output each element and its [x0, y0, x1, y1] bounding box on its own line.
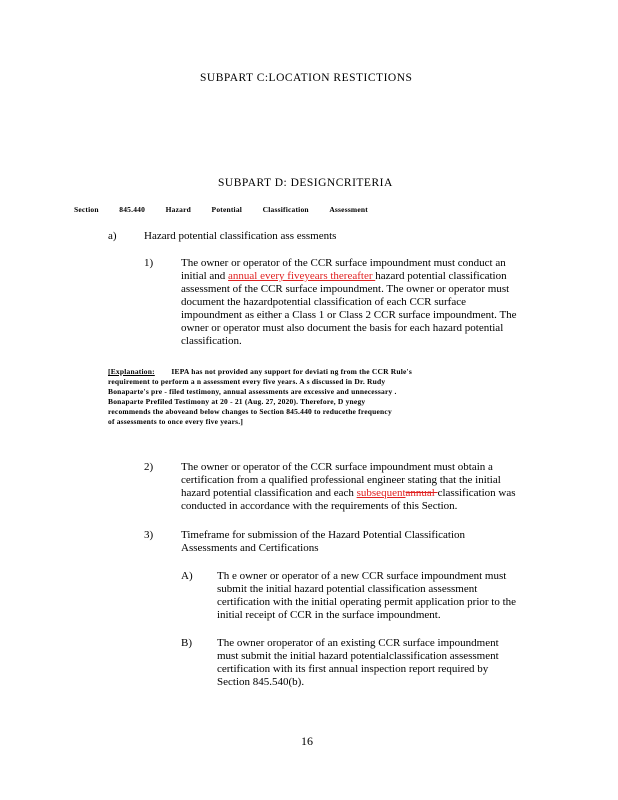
subpart-d-heading: SUBPART D: DESIGNCRITERIA	[218, 177, 393, 189]
explanation-line: Bonaparte Prefiled Testimony at 20 - 21 (Aug. 27, 2020). Therefore, D ynegy	[108, 397, 366, 406]
item-2-line: conducted in accordance with the requirements of this Section.	[181, 500, 458, 512]
inserted-text: annual every fiveyears thereafter	[228, 270, 376, 282]
explanation-line: recommends the aboveand below changes to Section 845.440 to reducethe frequency	[108, 407, 392, 416]
item-1-paragraph	[181, 257, 541, 348]
explanation-label: [Explanation:	[108, 367, 155, 376]
item-B-line: certification with its first annual inspection report required by	[217, 663, 489, 675]
item-1-line: assessment of the CCR surface impoundment. The owner or operator must	[181, 283, 510, 295]
item-3-paragraph	[181, 529, 533, 555]
text-run: hazard potential classification and each	[181, 487, 357, 499]
item-A-line: Th e owner or operator of a new CCR surface impoundment must	[217, 570, 507, 582]
item-A-line: initial receipt of CCR in the surface impoundment.	[217, 609, 441, 621]
section-header	[74, 205, 368, 215]
subpart-c-heading: SUBPART C:LOCATION RESTICTIONS	[200, 72, 413, 84]
item-2-line: The owner or operator of the CCR surface impoundment must obtain a	[181, 461, 493, 473]
section-word-hazard: Hazard	[165, 205, 191, 214]
deleted-text: annual	[405, 487, 438, 499]
item-B-line: The owner oroperator of an existing CCR surface impoundment	[217, 637, 499, 649]
item-B-paragraph	[217, 637, 543, 689]
item-2-paragraph	[181, 461, 543, 513]
explanation-line: of assessments to once every five years.]	[108, 417, 244, 426]
item-1-line: classification.	[181, 335, 242, 347]
item-B-line: Section 845.540(b).	[217, 676, 305, 688]
item-1-line: The owner or operator of the CCR surface impoundment must conduct an	[181, 257, 506, 269]
inserted-text: subsequent	[356, 487, 406, 499]
explanation-line: requirement to perform a n assessment every five years. A s discussed in Dr. Rudy	[108, 377, 386, 386]
explanation-line	[108, 367, 548, 377]
item-B-line: must submit the initial hazard potentialclassification assessment	[217, 650, 499, 662]
item-3-line: Timeframe for submission of the Hazard Potential Classification	[181, 529, 466, 541]
section-word-classification: Classification	[262, 205, 309, 214]
item-1-line: impoundment as either a Class 1 or Class 2 CCR surface impoundment. The	[181, 309, 517, 321]
text-run: IEPA has not provided any support for deviati ng from the CCR Rule's	[171, 367, 412, 376]
explanation-line: Bonaparte's pre - filed testimony, annual assessments are excessive and unnecessary .	[108, 387, 397, 396]
item-A-marker: A)	[181, 570, 193, 582]
text-run: hazard potential classification	[375, 270, 507, 282]
explanation-block	[108, 367, 548, 427]
section-word-assessment: Assessment	[329, 205, 368, 214]
item-B-marker: B)	[181, 637, 192, 649]
section-word-potential: Potential	[211, 205, 243, 214]
item-2-line	[181, 487, 543, 500]
item-A-paragraph	[217, 570, 543, 622]
item-2-line: certification from a qualified professional engineer stating that the initial	[181, 474, 501, 486]
item-a-text: Hazard potential classification ass essments	[144, 230, 337, 242]
item-3-marker: 3)	[144, 529, 154, 541]
item-a-marker: a)	[108, 230, 117, 242]
section-number: 845.440	[119, 205, 146, 214]
item-1-line: document the hazardpotential classification of each CCR surface	[181, 296, 466, 308]
item-1-line: owner or operator must also document the basis for each hazard potential	[181, 322, 504, 334]
item-2-marker: 2)	[144, 461, 154, 473]
page-number: 16	[301, 734, 313, 748]
text-run: initial and	[181, 270, 229, 282]
item-A-line: submit the initial hazard potential classification assessment	[217, 583, 478, 595]
item-3-line: Assessments and Certifications	[181, 542, 319, 554]
item-1-marker: 1)	[144, 257, 154, 269]
section-label: Section	[74, 205, 99, 214]
text-run: classification was	[437, 487, 516, 499]
item-A-line: certification with the initial operating permit application prior to the	[217, 596, 517, 608]
item-1-line	[181, 270, 541, 283]
